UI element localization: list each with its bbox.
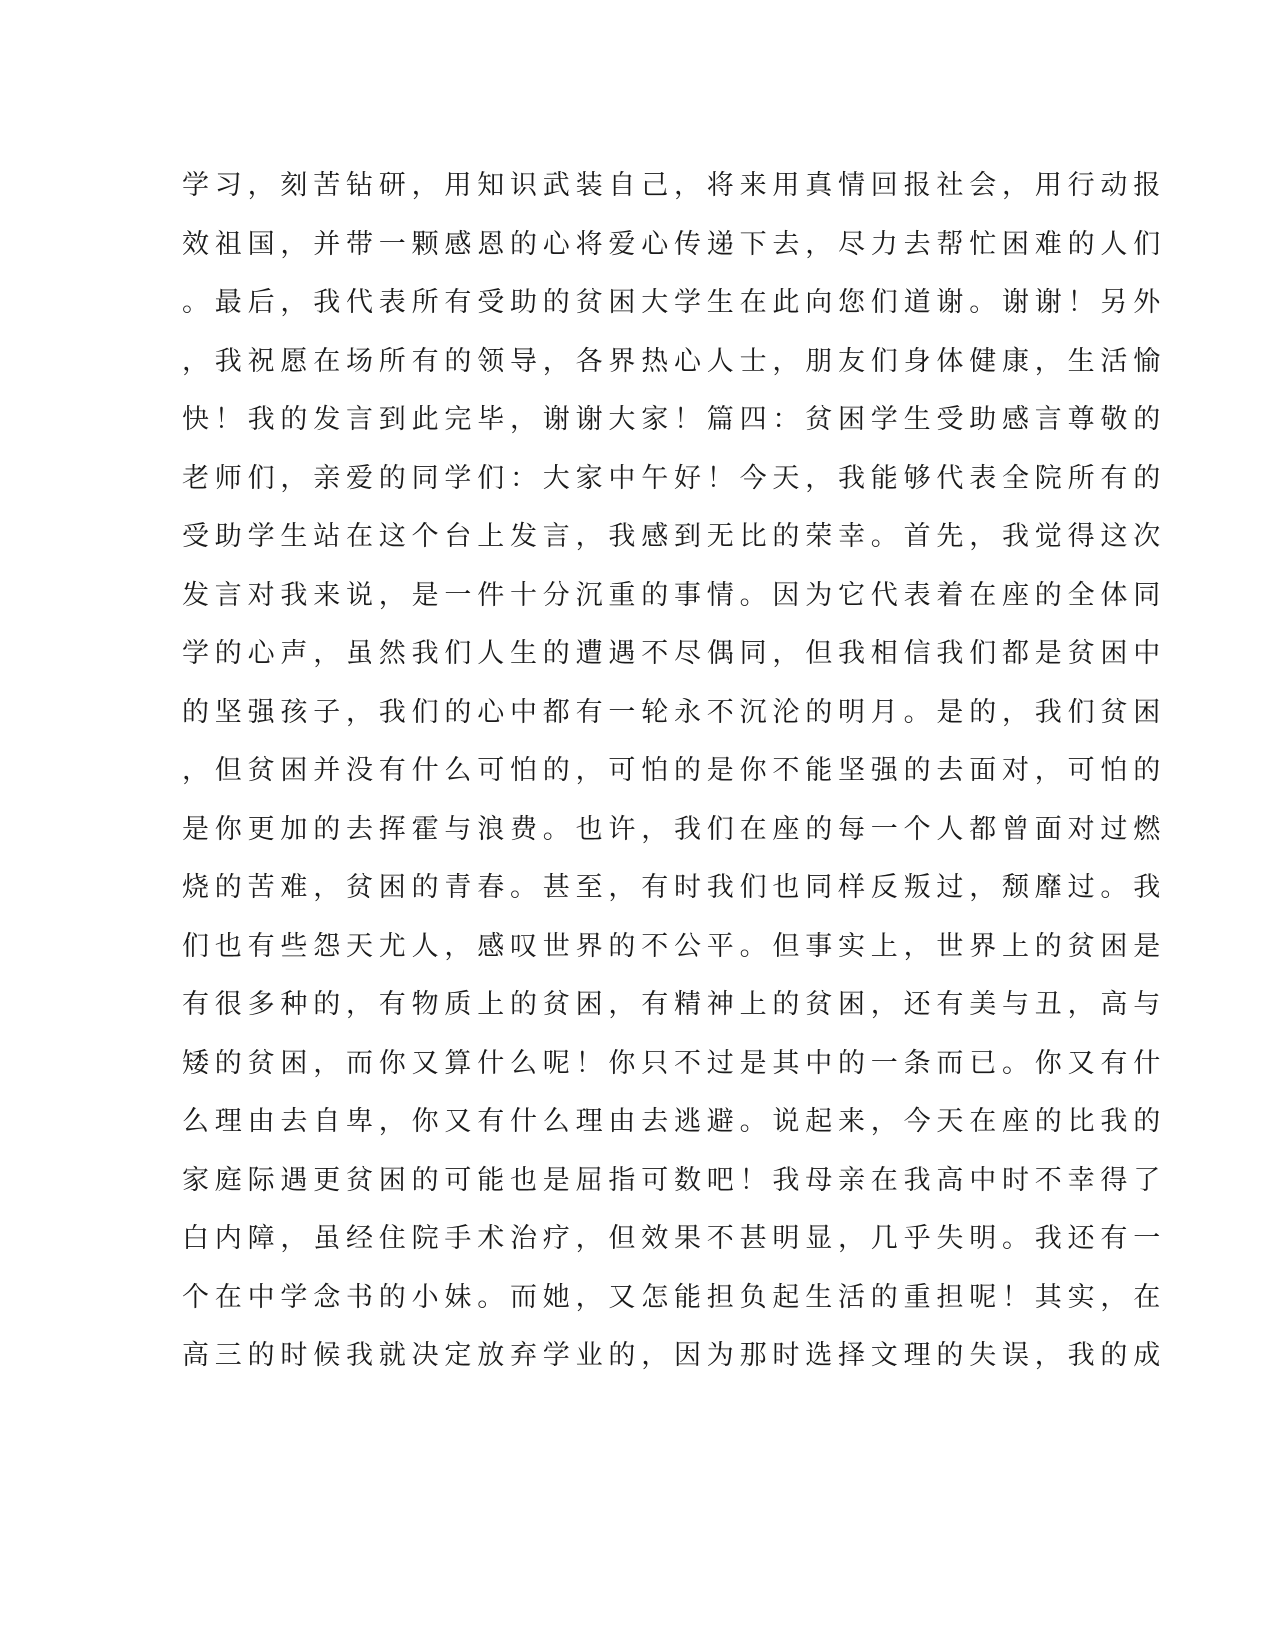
text-line: 受助学生站在这个台上发言，我感到无比的荣幸。首先，我觉得这次	[182, 521, 1166, 552]
text-line: 么理由去自卑，你又有什么理由去逃避。说起来，今天在座的比我的	[182, 1106, 1166, 1137]
text-line: 发言对我来说，是一件十分沉重的事情。因为它代表着在座的全体同	[182, 579, 1166, 611]
text-line: 矮的贫困，而你又算什么呢！你只不过是其中的一条而已。你又有什	[182, 1047, 1166, 1079]
text-line: 学的心声，虽然我们人生的遭遇不尽偶同，但我相信我们都是贫困中	[182, 638, 1166, 669]
text-line: 的坚强孩子，我们的心中都有一轮永不沉沦的明月。是的，我们贫困	[182, 696, 1166, 728]
text-line: ，但贫困并没有什么可怕的，可怕的是你不能坚强的去面对，可怕的	[182, 755, 1166, 786]
text-line: 老师们，亲爱的同学们：大家中午好！今天，我能够代表全院所有的	[182, 462, 1166, 494]
text-line: 烧的苦难，贫困的青春。甚至，有时我们也同样反叛过，颓靡过。我	[182, 872, 1166, 903]
text-line: 是你更加的去挥霍与浪费。也许，我们在座的每一个人都曾面对过燃	[182, 813, 1166, 845]
body-text	[182, 157, 1166, 1386]
text-line: ，我祝愿在场所有的领导，各界热心人士，朋友们身体健康，生活愉	[182, 345, 1166, 377]
text-line: 。最后，我代表所有受助的贫困大学生在此向您们道谢。谢谢！另外	[182, 287, 1166, 318]
text-line: 高三的时候我就决定放弃学业的，因为那时选择文理的失误，我的成	[182, 1340, 1166, 1371]
text-line: 家庭际遇更贫困的可能也是屈指可数吧！我母亲在我高中时不幸得了	[182, 1164, 1166, 1196]
text-line: 学习，刻苦钻研，用知识武装自己，将来用真情回报社会，用行动报	[182, 170, 1166, 201]
text-line: 们也有些怨天尤人，感叹世界的不公平。但事实上，世界上的贫困是	[182, 930, 1166, 962]
text-line: 个在中学念书的小妹。而她，又怎能担负起生活的重担呢！其实，在	[182, 1281, 1166, 1313]
text-line: 白内障，虽经住院手术治疗，但效果不甚明显，几乎失明。我还有一	[182, 1223, 1166, 1254]
text-line: 有很多种的，有物质上的贫困，有精神上的贫困，还有美与丑，高与	[182, 989, 1166, 1020]
text-line: 效祖国，并带一颗感恩的心将爱心传递下去，尽力去帮忙困难的人们	[182, 228, 1166, 260]
text-line: 快！我的发言到此完毕，谢谢大家！篇四：贫困学生受助感言尊敬的	[182, 404, 1166, 435]
